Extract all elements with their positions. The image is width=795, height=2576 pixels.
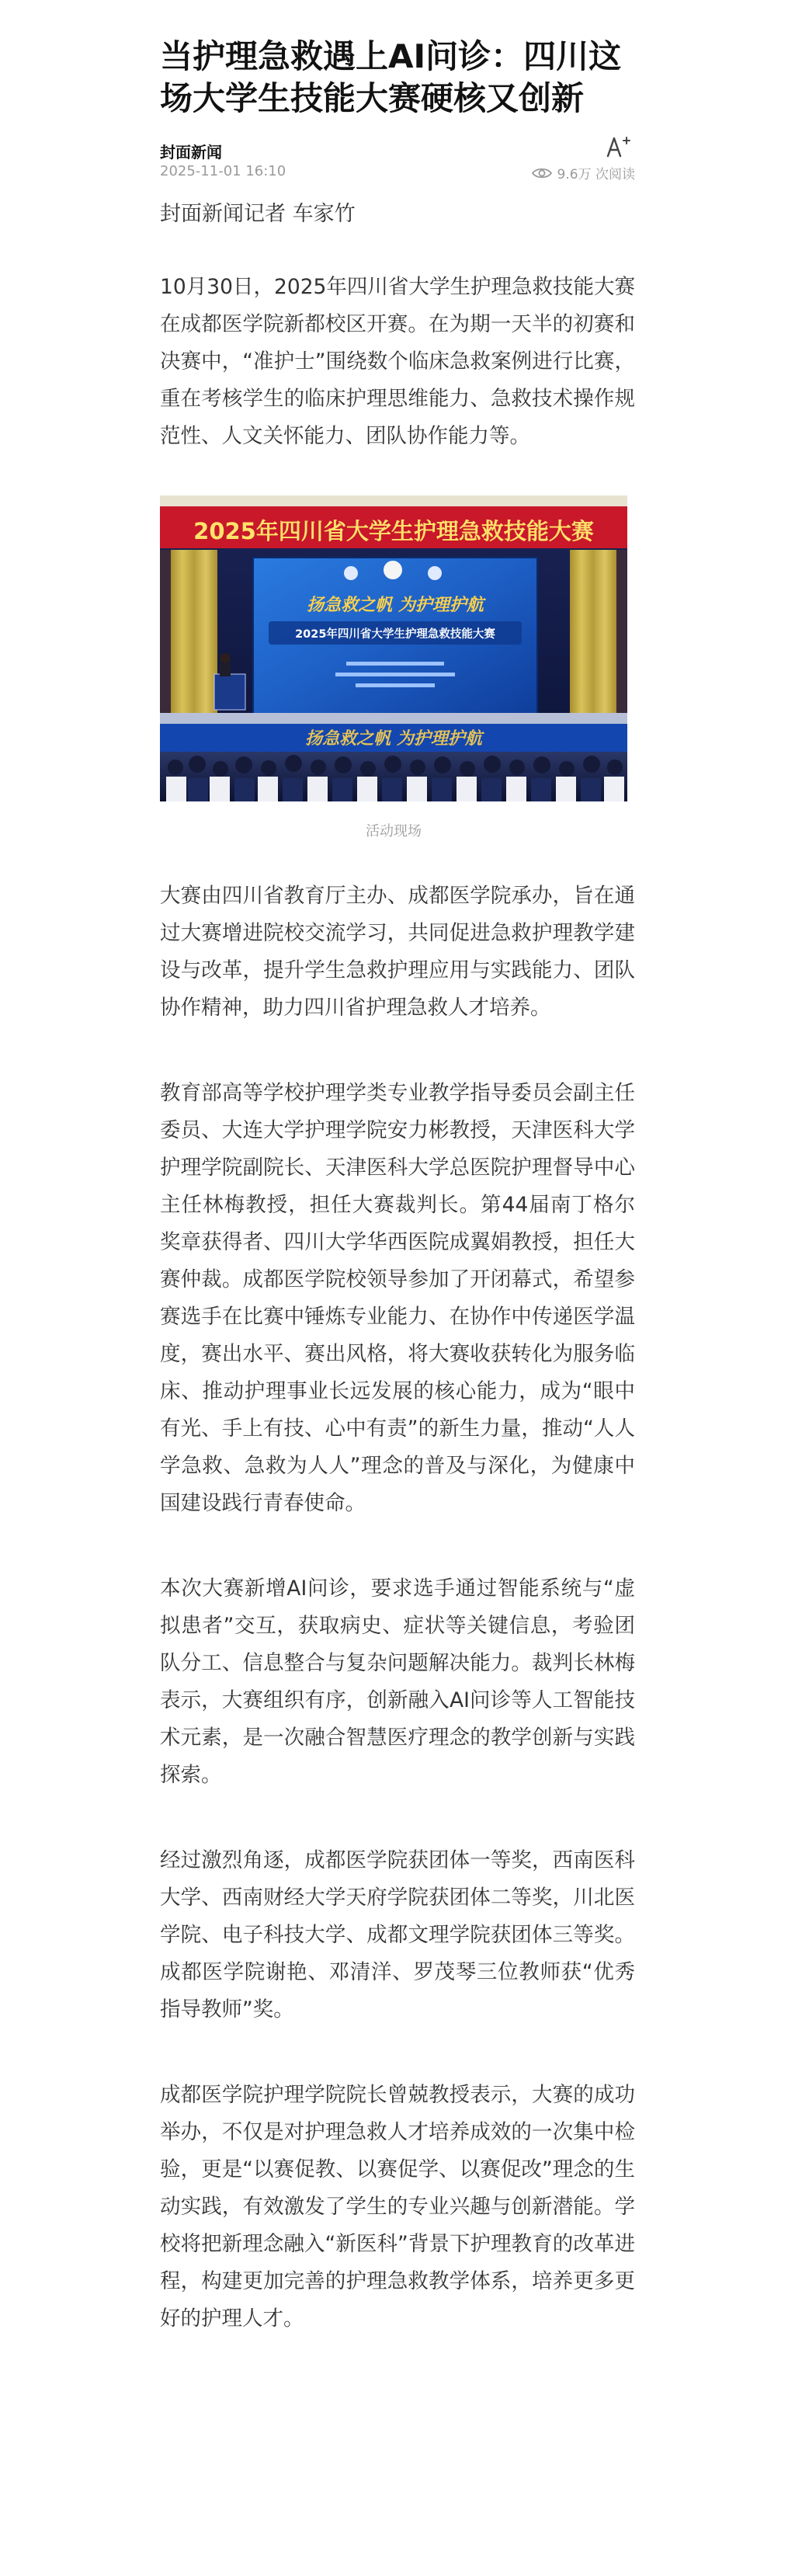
banner-text: 2025年四川省大学生护理急救技能大赛 bbox=[193, 518, 594, 544]
article-datetime: 2025-11-01 16:10 bbox=[160, 163, 286, 179]
article-paragraph: 10月30日，2025年四川省大学生护理急救技能大赛在成都医学院新都校区开赛。在为期一天半的初赛和决赛中，“准护士”围绕数个临床急救案例进行比赛，重在考核学生的临床护理思维能力、急救技术操作规范性、人文关怀能力、团队协作能力等。 bbox=[160, 275, 635, 448]
event-photo-image bbox=[160, 495, 627, 801]
article-title: 当护理急救遇上AI问诊：四川这场大学生技能大赛硬核又创新 bbox=[160, 37, 622, 117]
font-size-icon bbox=[606, 135, 630, 158]
font-size-button[interactable] bbox=[606, 135, 630, 158]
article-paragraph: 成都医学院护理学院院长曾兢教授表示，大赛的成功举办，不仅是对护理急救人才培养成效的一次集中检验，更是“以赛促教、以赛促学、以赛促改”理念的生动实践，有效激发了学生的专业兴趣与创新潜能。学校将把新理念融入“新医科”背景下护理教育的改革进程，构建更加完善的护理急救教学体系，培养更多更好的护理人才。 bbox=[160, 2083, 635, 2331]
view-count bbox=[531, 163, 635, 183]
article-figure bbox=[160, 495, 635, 840]
article-source[interactable]: 封面新闻 bbox=[160, 143, 222, 162]
screen-slogan: 扬急救之帆 为护理护航 bbox=[307, 596, 484, 615]
article-meta bbox=[160, 140, 635, 183]
article-paragraph: 经过激烈角逐，成都医学院获团体一等奖，西南医科大学、西南财经大学天府学院获团体二等奖，川北医学院、电子科技大学、成都文理学院获团体三等奖。成都医学院谢艳、邓清洋、罗茂琴三位教师获“优秀指导教师”奖。 bbox=[160, 1848, 635, 2022]
article-byline: 封面新闻记者 车家竹 bbox=[160, 202, 356, 226]
article-paragraph: 大赛由四川省教育厅主办、成都医学院承办，旨在通过大赛增进院校交流学习，共同促进急救护理教学建设与改革，提升学生急救护理应用与实践能力、团队协作精神，助力四川省护理急救人才培养。 bbox=[160, 884, 635, 1020]
eye-icon bbox=[531, 166, 553, 180]
event-photo[interactable] bbox=[160, 495, 627, 801]
article-content bbox=[160, 36, 635, 2338]
screen-title: 2025年四川省大学生护理急救技能大赛 bbox=[295, 628, 495, 641]
view-count-text: 9.6万 次阅读 bbox=[557, 167, 635, 183]
front-slogan: 扬急救之帆 为护理护航 bbox=[305, 729, 482, 749]
figure-caption: 活动现场 bbox=[366, 823, 422, 840]
article-paragraph: 本次大赛新增AI问诊，要求选手通过智能系统与“虚拟患者”交互，获取病史、症状等关键信息，考验团队分工、信息整合与复杂问题解决能力。裁判长林梅表示，大赛组织有序，创新融入AI问诊等人工智能技术元素，是一次融合智慧医疗理念的教学创新与实践探索。 bbox=[160, 1577, 635, 1787]
article-paragraph: 教育部高等学校护理学类专业教学指导委员会副主任委员、大连大学护理学院安力彬教授，天津医科大学护理学院副院长、天津医科大学总医院护理督导中心主任林梅教授，担任大赛裁判长。第44届南丁格尔奖章获得者、四川大学华西医院成翼娟教授，担任大赛仲裁。成都医学院校领导参加了开闭幕式，希望参赛选手在比赛中锤炼专业能力、在协作中传递医学温度，赛出水平、赛出风格，将大赛收获转化为服务临床、推动护理事业长远发展的核心能力，成为“眼中有光、手上有技、心中有责”的新生力量，推动“人人学急救、急救为人人”理念的普及与深化，为健康中国建设践行青春使命。 bbox=[160, 1081, 635, 1515]
